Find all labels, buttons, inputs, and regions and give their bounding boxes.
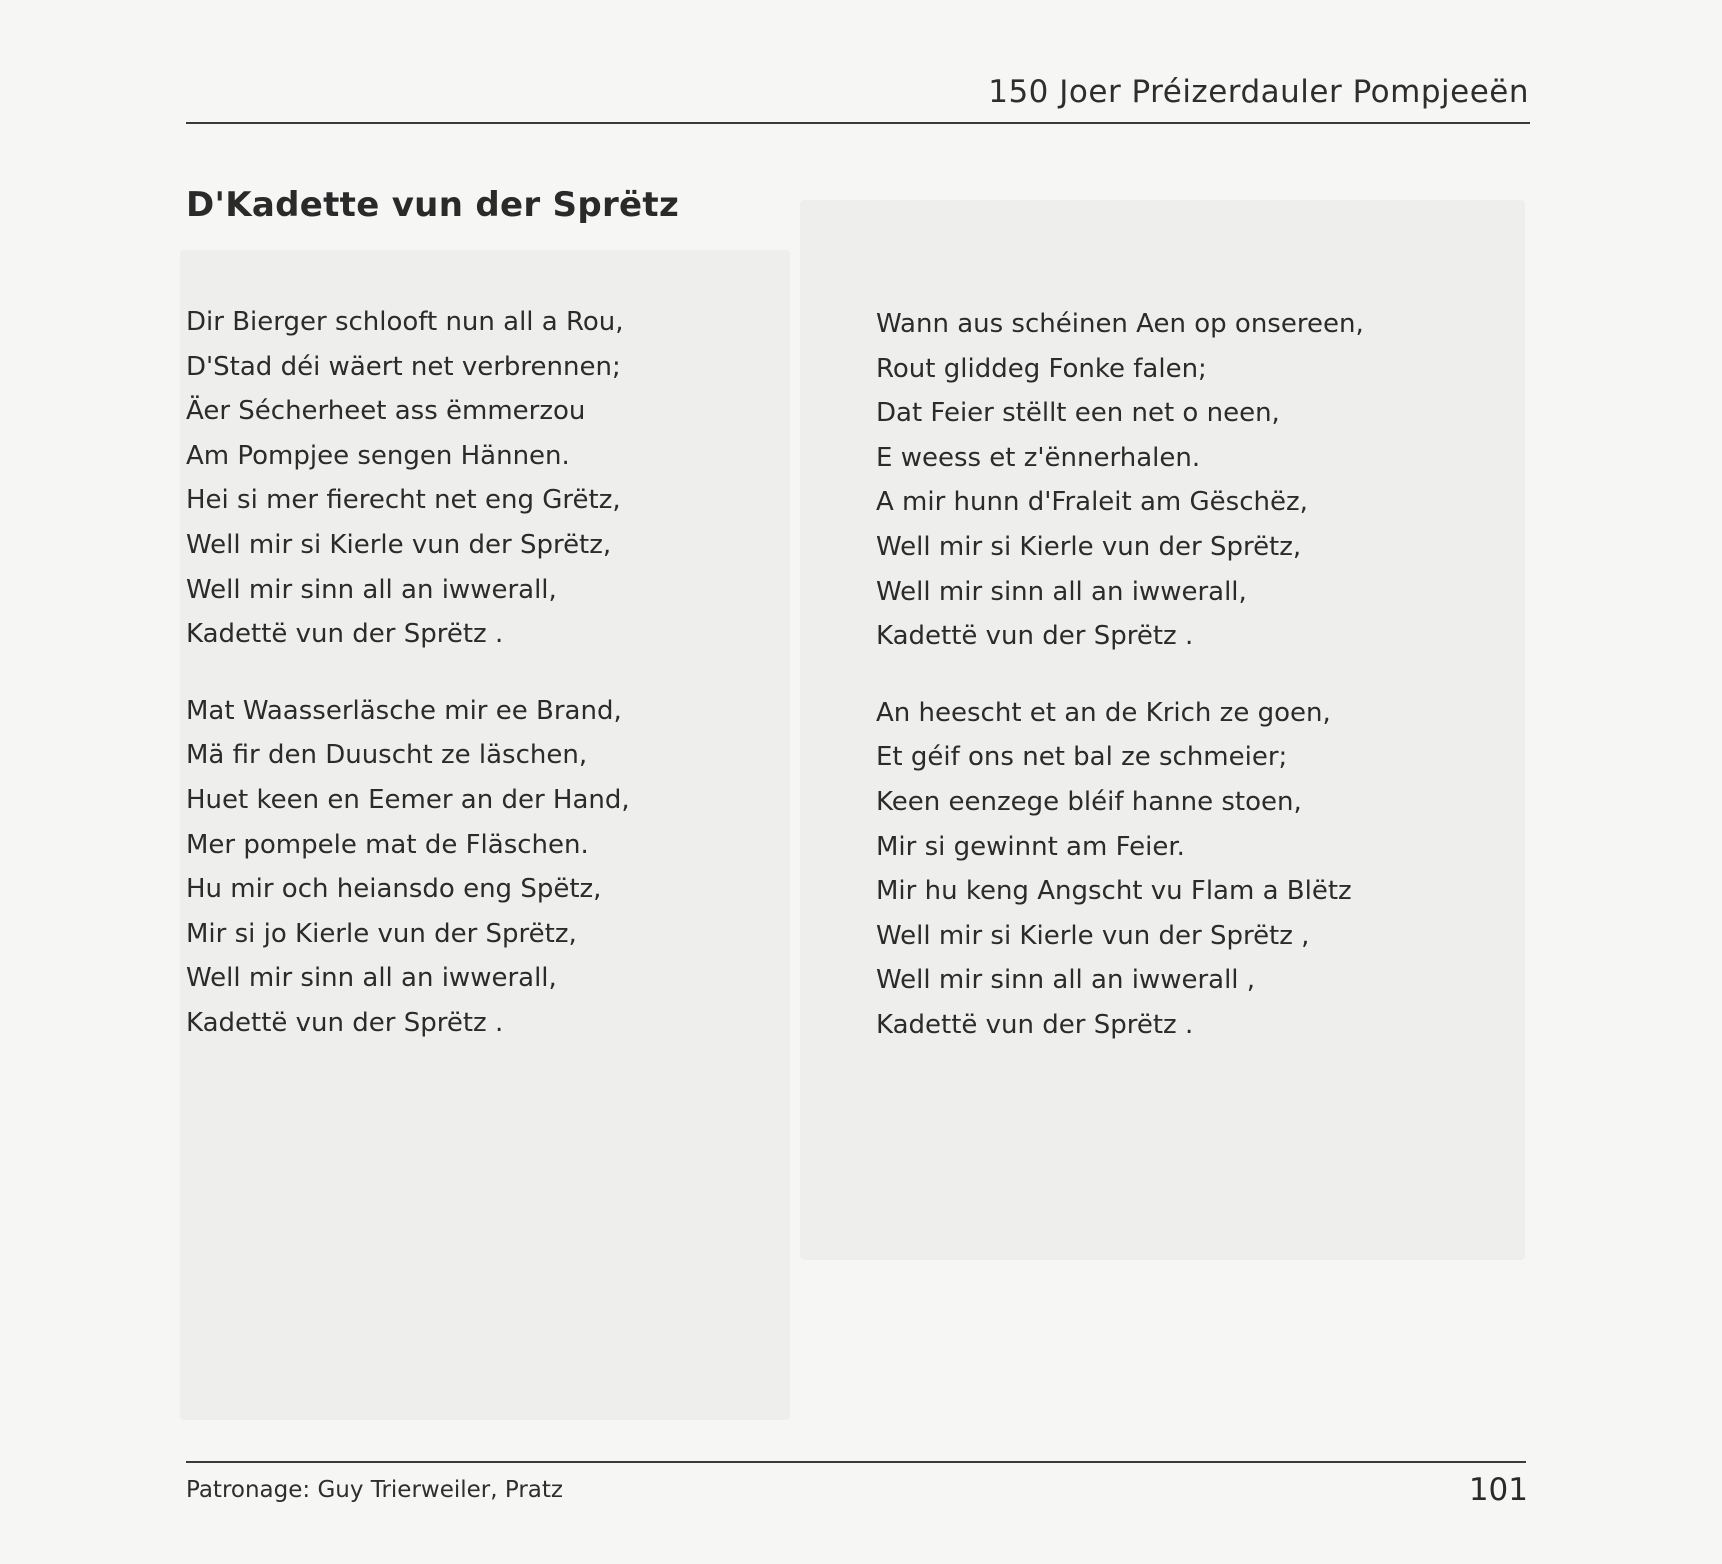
verse-line: Dir Bierger schlooft nun all a Rou,	[186, 307, 624, 337]
header-rule	[186, 122, 1530, 124]
verse-line: D'Stad déi wäert net verbrennen;	[186, 351, 621, 382]
verse-line: Mir hu keng Angscht vu Flam a Blëtz	[876, 876, 1352, 907]
verse-line: Hu mir och heiansdo eng Spëtz,	[186, 874, 602, 905]
verse-line: An heescht et an de Krich ze goen,	[876, 697, 1331, 728]
stanza-3	[876, 302, 1516, 659]
verse-line: Mat Waasserläsche mir ee Brand,	[186, 695, 622, 726]
poem-title: D'Kadette vun der Sprëtz	[186, 185, 680, 225]
verse-line: Am Pompjee sengen Hännen.	[186, 440, 570, 471]
verse-line: Rout gliddeg Fonke falen;	[876, 353, 1207, 384]
verse-line: Mä fir den Duuscht ze läschen,	[186, 740, 588, 771]
stanza-1	[186, 300, 826, 657]
verse-line: Kadettë vun der Sprëtz .	[186, 619, 504, 650]
verse-line: Well mir si Kierle vun der Sprëtz ,	[876, 920, 1310, 951]
poem-column-left	[186, 300, 826, 1078]
verse-line: Well mir sinn all an iwwerall ,	[876, 965, 1256, 996]
verse-line: Well mir si Kierle vun der Sprëtz,	[876, 531, 1302, 562]
verse-line: Hei si mer fierecht net eng Grëtz,	[186, 485, 621, 516]
verse-line: Dat Feier stëllt een net o neen,	[876, 398, 1280, 429]
verse-line: Mir si jo Kierle vun der Sprëtz,	[186, 918, 577, 949]
stanza-4	[876, 691, 1516, 1048]
stanza-2	[186, 689, 826, 1046]
verse-line: Äer Sécherheet ass ëmmerzou	[186, 396, 586, 427]
verse-line: Well mir sinn all an iwwerall,	[186, 574, 557, 605]
verse-line: Keen eenzege bléif hanne stoen,	[876, 786, 1302, 817]
footer-patronage: Patronage: Guy Trierweiler, Pratz	[186, 1477, 563, 1503]
verse-line: Well mir sinn all an iwwerall,	[186, 963, 557, 994]
footer-rule	[186, 1461, 1526, 1463]
verse-line: Kadettë vun der Sprëtz .	[876, 621, 1194, 652]
verse-line: Huet keen en Eemer an der Hand,	[186, 784, 630, 815]
verse-line: Well mir sinn all an iwwerall,	[876, 576, 1247, 607]
poem-column-right	[876, 302, 1516, 1080]
verse-line: Mer pompele mat de Fläschen.	[186, 829, 589, 860]
verse-line: Mir si gewinnt am Feier.	[876, 831, 1185, 862]
verse-line: Wann aus schéinen Aen op onsereen,	[876, 309, 1364, 339]
page-number: 101	[1468, 1472, 1528, 1508]
verse-line: E weess et z'ënnerhalen.	[876, 442, 1201, 473]
verse-line: A mir hunn d'Fraleit am Gëschëz,	[876, 487, 1308, 518]
verse-line: Kadettë vun der Sprëtz .	[876, 1009, 1194, 1040]
verse-line: Well mir si Kierle vun der Sprëtz,	[186, 529, 612, 560]
running-header: 150 Joer Préizerdauler Pompjeeën	[988, 74, 1529, 110]
verse-line: Kadettë vun der Sprëtz .	[186, 1007, 504, 1038]
verse-line: Et géif ons net bal ze schmeier;	[876, 742, 1288, 773]
